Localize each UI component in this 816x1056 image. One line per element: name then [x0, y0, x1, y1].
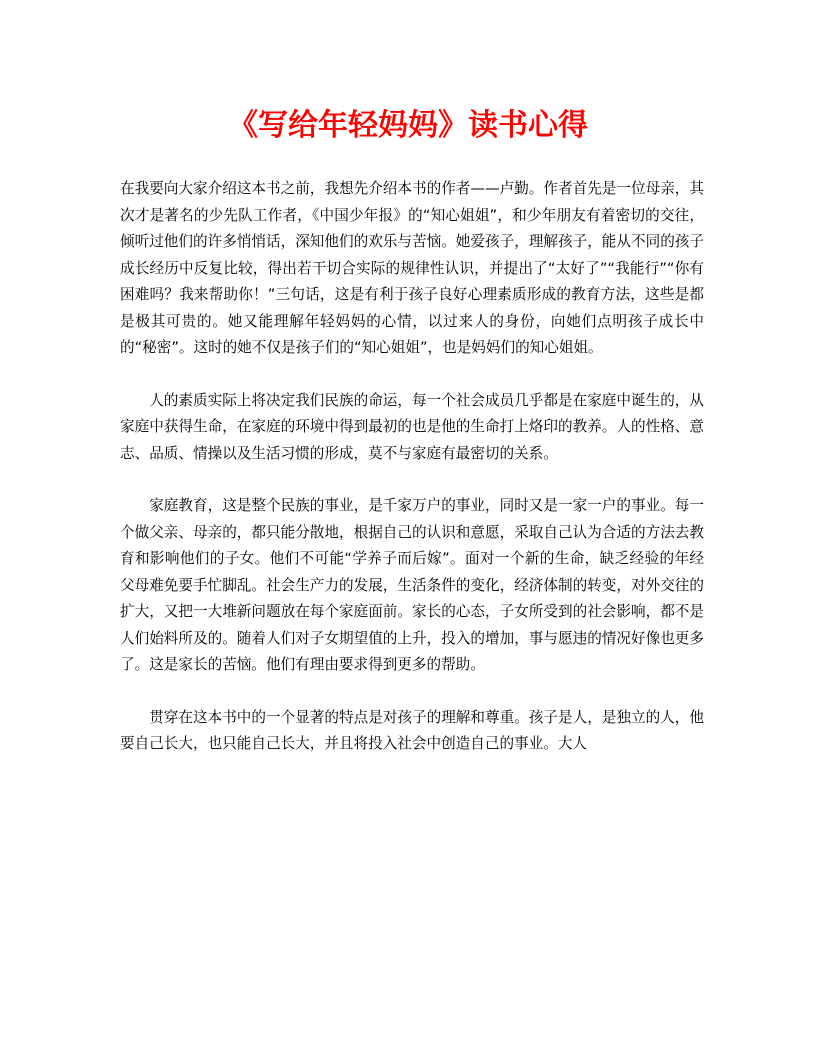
document-title: 《写给年轻妈妈》读书心得	[228, 108, 588, 143]
paragraph-human-quality: 人的素质实际上将决定我们民族的命运，每一个社会成员几乎都是在家庭中诞生的，从家庭中获得生命，在家庭的环境中得到最初的也是他的生命打上烙印的教养。人的性格、意志、品质、情操以及生活习惯的形成，莫不与家庭有最密切的关系。	[120, 391, 704, 462]
paragraph-author-intro: 在我要向大家介绍这本书之前，我想先介绍本书的作者——卢勤。作者首先是一位母亲，其次才是著名的少先队工作者，《中国少年报》的“知心姐姐”，和少年朋友有着密切的交往，倾听过他们的许多悄悄话，深知他们的欢乐与苦恼。她爱孩子，理解孩子，能从不同的孩子成长经历中反复比较，得出若干切合实际的规律性认识，并提出了“太好了”“我能行”“你有困难吗？我来帮助你！”三句话，这是有利于孩子良好心理素质形成的教育方法，这些是都是极其可贵的。她又能理解年轻妈妈的心情，以过来人的身份，向她们点明孩子成长中的“秘密”。这时的她不仅是孩子们的“知心姐姐”，也是妈妈们的知心姐姐。	[120, 180, 704, 356]
document-body	[120, 176, 704, 784]
paragraph-understanding-respect: 贯穿在这本书中的一个显著的特点是对孩子的理解和尊重。孩子是人，是独立的人，他要自己长大，也只能自己长大，并且将投入社会中创造自己的事业。大人	[120, 708, 704, 752]
paragraph-family-education: 家庭教育，这是整个民族的事业，是千家万户的事业，同时又是一家一户的事业。每一个做父亲、母亲的，都只能分散地，根据自己的认识和意愿，采取自己认为合适的方法去教育和影响他们的子女。他们不可能“学养子而后嫁”。面对一个新的生命，缺乏经验的年经父母难免要手忙脚乱。社会生产力的发展，生活条件的变化，经济体制的转变，对外交往的扩大，又把一大堆新问题放在每个家庭面前。家长的心态，子女所受到的社会影响，都不是人们始料所及的。随着人们对子女期望值的上升，投入的增加，事与愿违的情况好像也更多了。这是家长的苦恼。他们有理由要求得到更多的帮助。	[120, 497, 704, 673]
